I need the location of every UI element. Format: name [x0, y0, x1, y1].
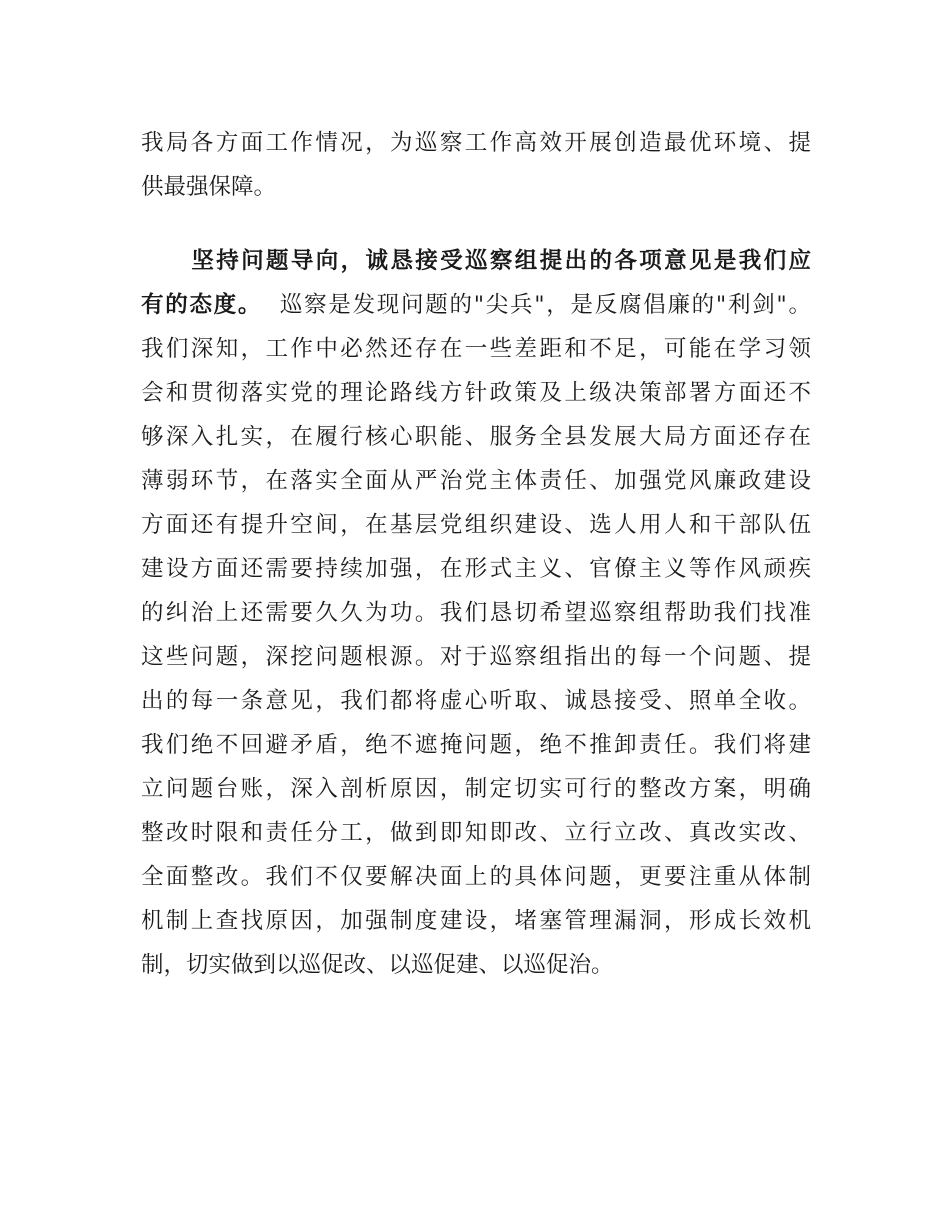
text-line: 整改时限和责任分工，做到即知即改、立行立改、真改实改、 [141, 820, 811, 846]
text-line: 机制上查找原因，加强制度建设，堵塞管理漏洞，形成长效机 [141, 908, 811, 934]
text-line: 我们绝不回避矛盾，绝不遮掩问题，绝不推卸责任。我们将建 [141, 732, 811, 758]
text-line [141, 283, 811, 327]
text-line: 我们深知，工作中必然还存在一些差距和不足，可能在学习领 [141, 336, 811, 362]
text-line: 薄弱环节，在落实全面从严治党主体责任、加强党风廉政建设 [141, 468, 811, 494]
paragraph-1 [141, 121, 811, 209]
text-line: 建设方面还需要持续加强，在形式主义、官僚主义等作风顽疾 [141, 556, 811, 582]
document-page [141, 121, 811, 987]
paragraph-heading-part2: 有的态度。 [141, 292, 263, 318]
text-line: 全面整改。我们不仅要解决面上的具体问题，更要注重从体制 [141, 864, 811, 890]
paragraph-gap [141, 209, 811, 239]
text-line: 会和贯彻落实党的理论路线方针政策及上级决策部署方面还不 [141, 380, 811, 406]
text-line: 制，切实做到以巡促改、以巡促建、以巡促治。 [141, 952, 614, 978]
text-line: 方面还有提升空间，在基层党组织建设、选人用人和干部队伍 [141, 512, 811, 538]
paragraph-text: 巡察是发现问题的"尖兵"，是反腐倡廉的"利剑"。 [279, 292, 811, 318]
text-line: 这些问题，深挖问题根源。对于巡察组指出的每一个问题、提 [141, 644, 811, 670]
text-line: 立问题台账，深入剖析原因，制定切实可行的整改方案，明确 [141, 776, 811, 802]
text-line: 我局各方面工作情况，为巡察工作高效开展创造最优环境、提 [141, 130, 811, 156]
text-line: 够深入扎实，在履行核心职能、服务全县发展大局方面还存在 [141, 424, 811, 450]
heading-spacer [262, 292, 280, 318]
heading-line [141, 239, 811, 283]
text-line: 的纠治上还需要久久为功。我们恳切希望巡察组帮助我们找准 [141, 600, 811, 626]
paragraph-2 [141, 239, 811, 987]
text-line: 出的每一条意见，我们都将虚心听取、诚恳接受、照单全收。 [141, 688, 811, 714]
paragraph-heading-part1: 坚持问题导向，诚恳接受巡察组提出的各项意见是我们应 [189, 248, 811, 274]
text-line: 供最强保障。 [141, 174, 277, 200]
